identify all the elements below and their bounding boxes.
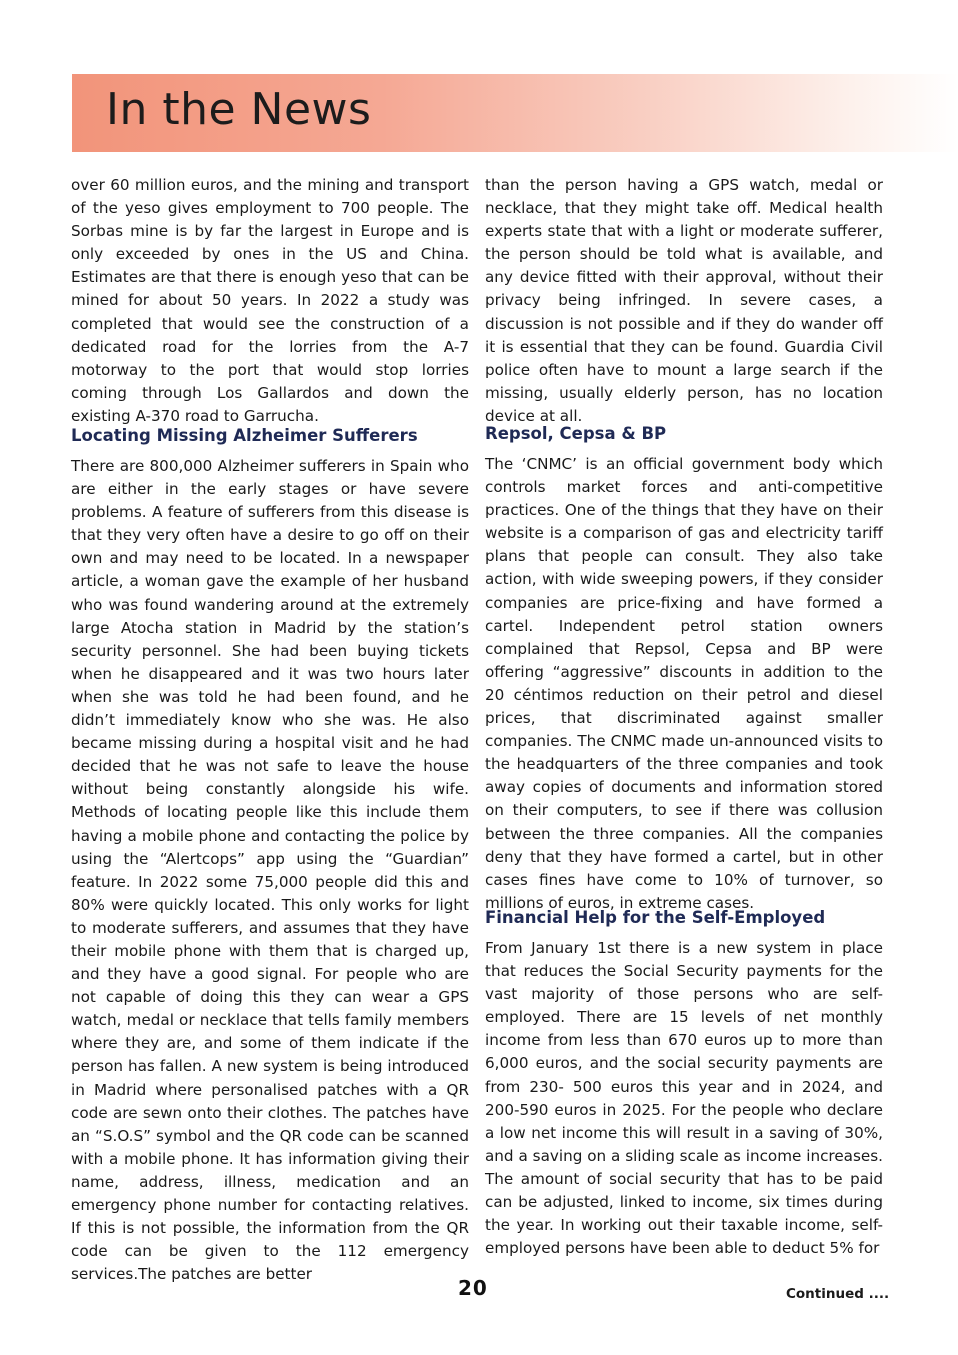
article-paragraph: over 60 million euros, and the mining and transport of the yeso gives employment to 700 people. The Sorbas mine is by far the largest in Europe and is only exceeded by ones in the US and China. Estimates are that there is enough yeso that can be mined for about 50 years. In 2022 a study was completed that would see the construction of a dedicated road for the lorries from the A-7 motorway to the port that would stop lorries coming through Los Gallardos and down the existing A-370 road to Garrucha. — [71, 176, 469, 425]
article-heading: Financial Help for the Self-Employed — [485, 908, 826, 927]
article-heading: Repsol, Cepsa & BP — [485, 424, 667, 443]
page-title: In the News — [106, 84, 372, 135]
left-column — [71, 174, 469, 1284]
article-heading: Locating Missing Alzheimer Sufferers — [71, 426, 418, 445]
continued-label: Continued .... — [786, 1286, 890, 1302]
right-column — [485, 174, 883, 1258]
page-number: 20 — [458, 1276, 488, 1300]
article-paragraph: than the person having a GPS watch, medal or necklace, that they might take off. Medical health experts state that with a light or moderate sufferer, the person should be told what is available, and any device fitted with their approval, without their privacy being infringed. In severe cases, a discussion is not possible and if they do wander off it is essential that they can be found. Guardia Civil police often have to mount a large search if the missing, usually elderly person, has no location device at all. — [485, 176, 883, 425]
article-paragraph: There are 800,000 Alzheimer sufferers in Spain who are either in the early stages or have severe problems. A feature of sufferers from this disease is that they very often have a desire to go off on their own and may need to be located. In a newspaper article, a woman gave the example of her husband who was found wandering around at the extremely large Atocha station in Madrid by the station’s security personnel. She had been buying tickets when he disappeared and it was two hours later when she was told he had been found, and he didn’t immediately know who she was. He also became missing during a hospital visit and he had decided that he was not safe to leave the house without being constantly alongside his wife. Methods of locating people like this include them having a mobile phone and contacting the police by using the “Alertcops” app using the “Guardian” feature. In 2022 some 75,000 people did this and 80% were quickly located. This only works for light to moderate sufferers, and assumes that they have their mobile phone with them that is charged up, and they have a good signal. For people who are not capable of doing this they can wear a GPS watch, medal or necklace that tells family members where they are, and some of them indicate if the person has fallen. A new system is being introduced in Madrid where personalised patches with a QR code are sewn onto their clothes. The patches have an “S.O.S” symbol and the QR code can be scanned with a mobile phone. It has information giving their name, address, illness, medication and an emergency phone number for contacting relatives. If this is not possible, the information from the QR code can be given to the 112 emergency services.The patches are better — [71, 457, 469, 1284]
section-banner — [72, 74, 958, 152]
article-paragraph: From January 1st there is a new system in place that reduces the Social Security payments for the vast majority of those persons who are self-employed. There are 15 levels of net monthly income from less than 670 euros up to more than 6,000 euros, and the social security payments are from 230- 500 euros this year and in 2024, and 200-590 euros in 2025. For the people who declare a low net income this will result in a saving of 30%, and a saving on a sliding scale as income increases. The amount of social security that has to be paid can be adjusted, linked to income, six times during the year. In working out their taxable income, self-employed persons have been able to deduct 5% for — [485, 939, 883, 1258]
article-paragraph: The ‘CNMC’ is an official government body which controls market forces and anti-competitive practices. One of the things that they have on their website is a comparison of gas and electricity tariff plans that people can consult. They also take action, with wide sweeping powers, if they consider companies are price-fixing and have formed a cartel. Independent petrol station owners complained that Repsol, Cepsa and BP were offering “aggressive” discounts in addition to the 20 céntimos reduction on their petrol and diesel prices, that discriminated against smaller companies. The CNMC made un-announced visits to the headquarters of the three companies and took away copies of documents and information stored on their computers, to see if there was collusion between the three companies. All the companies deny that they have formed a cartel, but in other cases fines have come to 10% of turnover, so millions of euros, in extreme cases. — [485, 455, 883, 912]
